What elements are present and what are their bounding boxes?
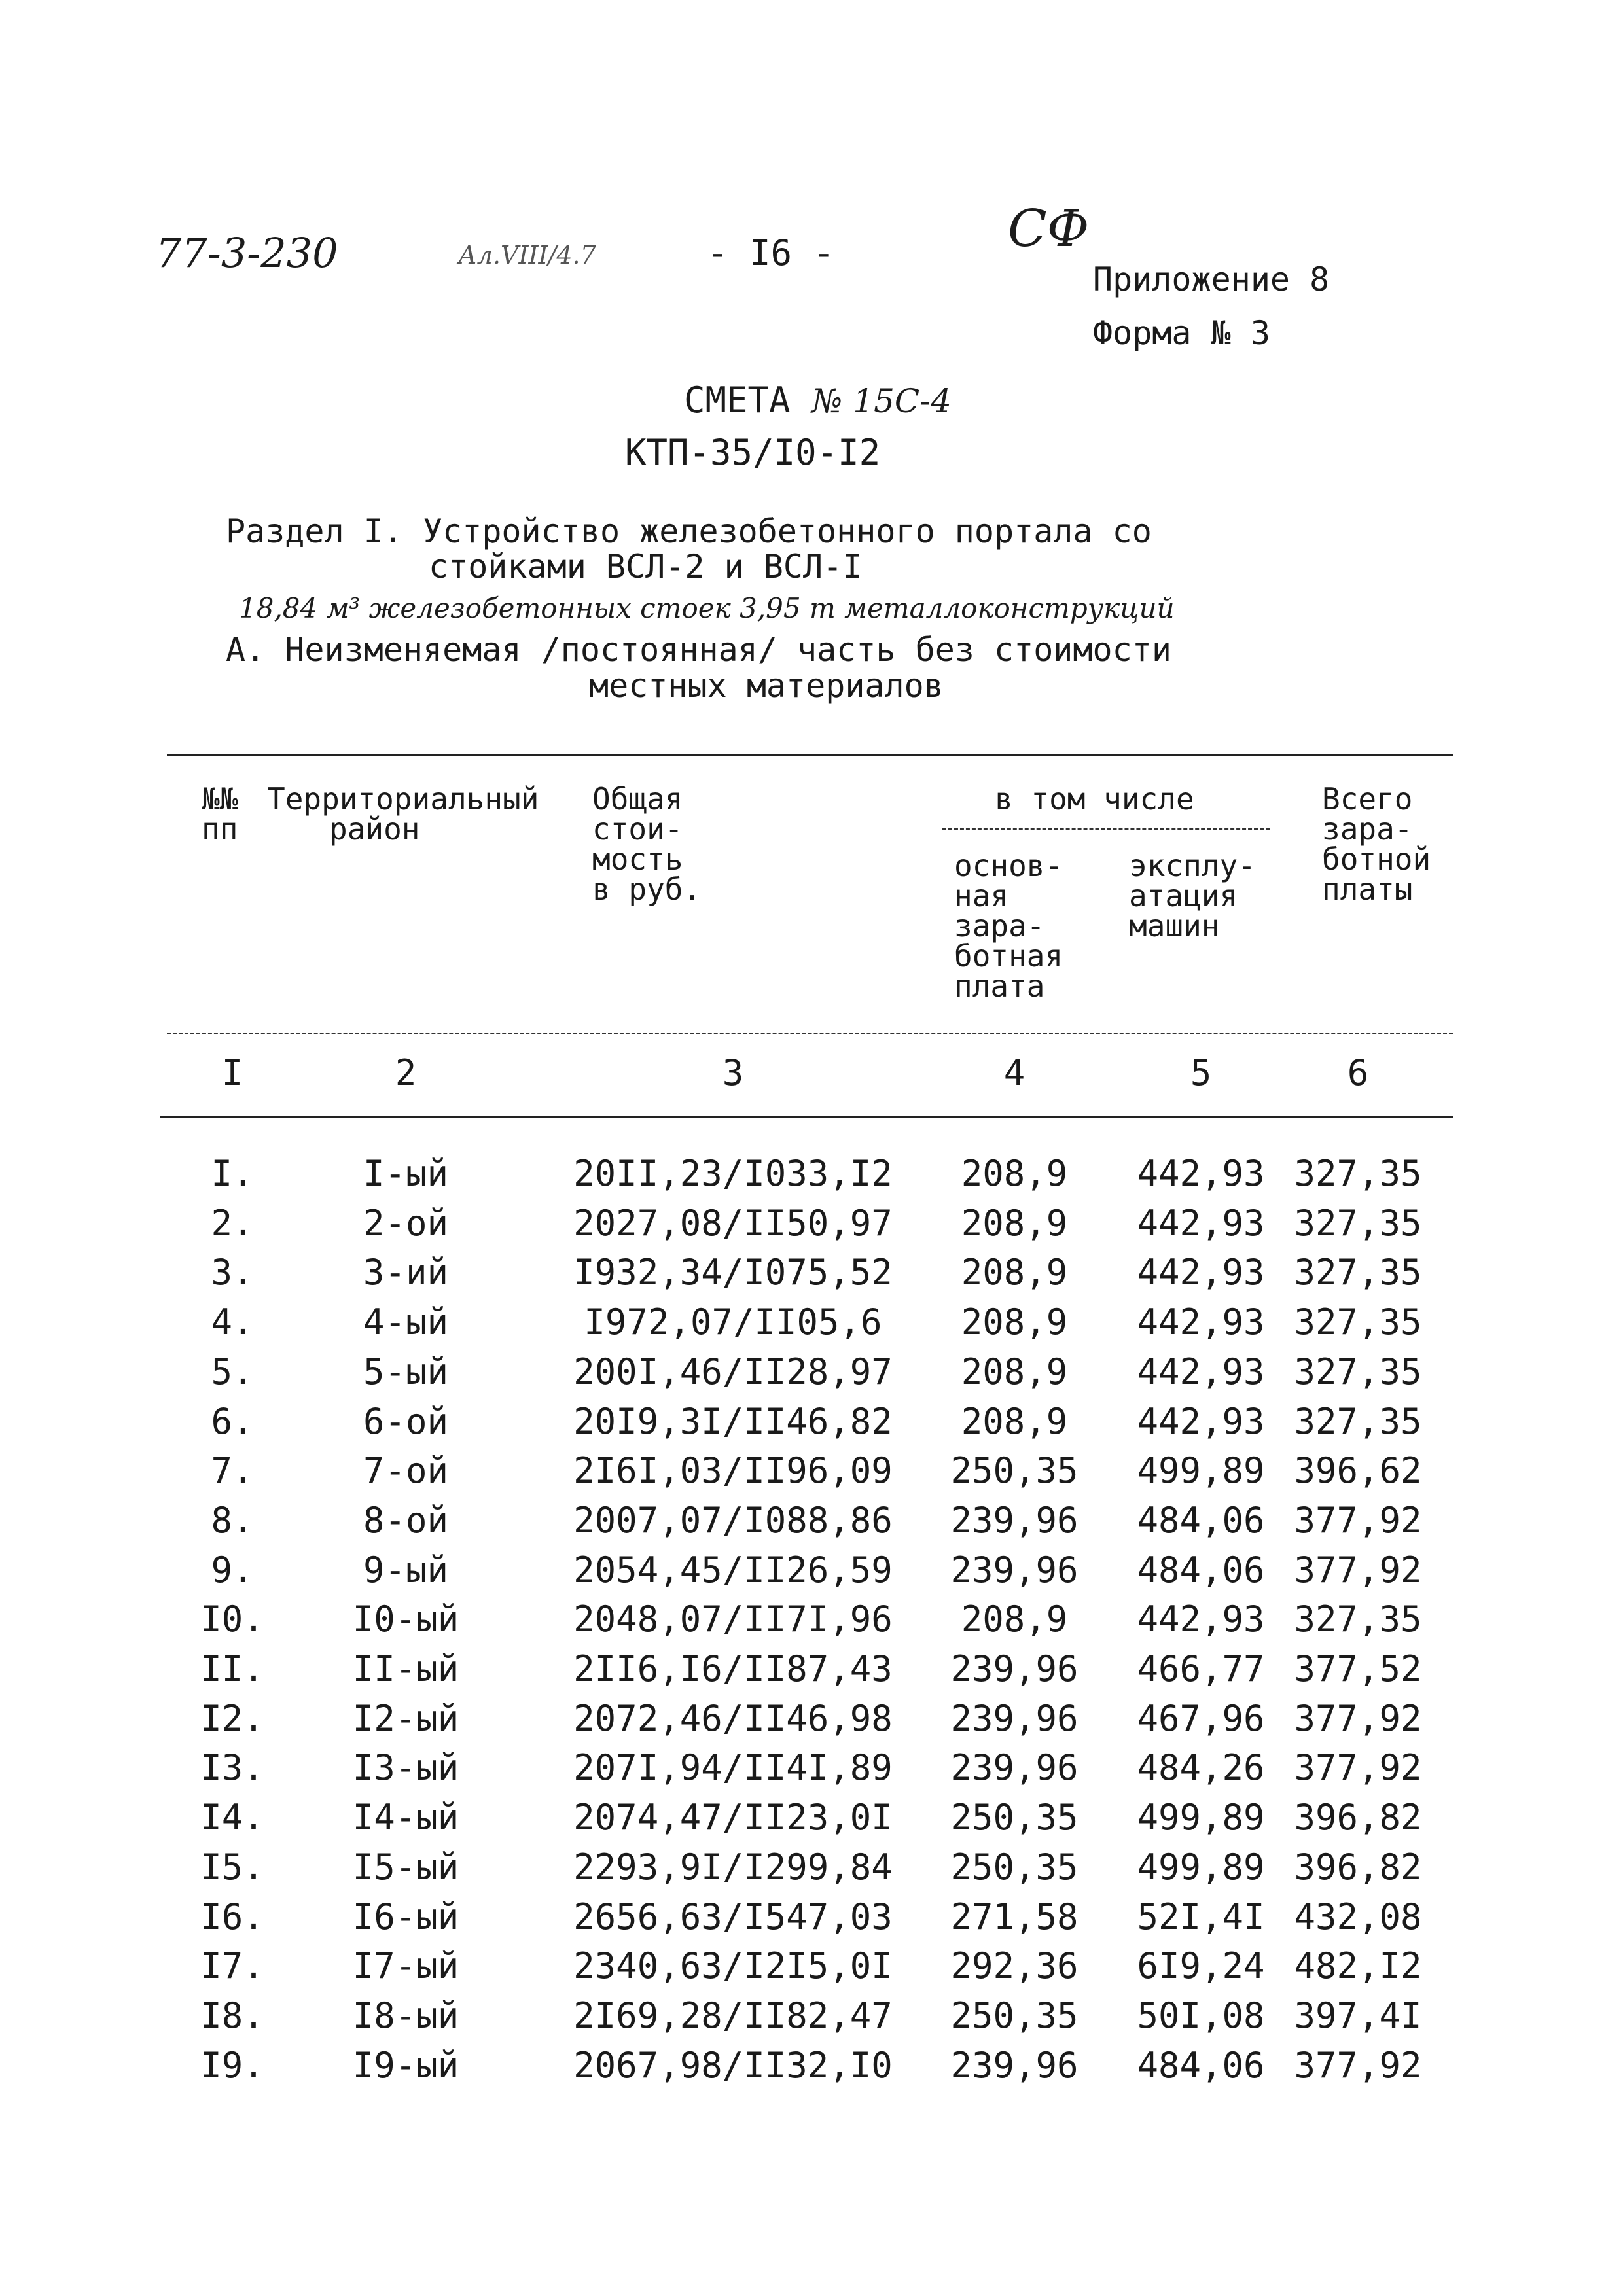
table-cell-col2: II-ый — [352, 1648, 459, 1689]
table-cell-col1: 6. — [211, 1401, 254, 1442]
table-cell-col2: I-ый — [363, 1153, 449, 1194]
table-cell-col5: 442,93 — [1137, 1401, 1265, 1442]
table-cell-col4: 208,9 — [961, 1252, 1068, 1293]
table-cell-col2: 8-ой — [363, 1500, 449, 1541]
table-cell-col6: 432,08 — [1294, 1896, 1422, 1937]
table-cell-col1: I4. — [200, 1797, 264, 1838]
table-cell-col3: 2II6,I6/II87,43 — [573, 1648, 893, 1689]
table-cell-col3: 200I,46/II28,97 — [573, 1351, 893, 1392]
appendix-label: Приложение 8 — [1093, 260, 1330, 298]
header-col5-line: машин — [1129, 908, 1220, 944]
header-col4-line: ная — [954, 878, 1009, 913]
header-col6-line: зара- — [1322, 811, 1413, 847]
table-cell-col2: I7-ый — [352, 1945, 459, 1987]
table-cell-col6: 327,35 — [1294, 1401, 1422, 1442]
table-cell-col4: 250,35 — [950, 1846, 1079, 1888]
table-cell-col3: 2048,07/II7I,96 — [573, 1598, 893, 1640]
header-col4-line: ботная — [954, 938, 1063, 974]
table-cell-col3: 2027,08/II50,97 — [573, 1203, 893, 1244]
table-cell-col4: 250,35 — [950, 1995, 1079, 2036]
table-cell-col2: 9-ый — [363, 1549, 449, 1591]
table-cell-col1: I8. — [200, 1995, 264, 2036]
table-cell-col5: 50I,08 — [1137, 1995, 1265, 2036]
stamp-code: 77-3-230 — [156, 229, 338, 277]
form-label: Форма № 3 — [1093, 314, 1270, 352]
header-col3-line: мость — [592, 841, 683, 877]
table-cell-col4: 239,96 — [950, 1500, 1079, 1541]
table-cell-col1: I7. — [200, 1945, 264, 1987]
table-cell-col6: 377,92 — [1294, 2045, 1422, 2086]
table-cell-col6: 396,82 — [1294, 1846, 1422, 1888]
header-bottom-rule — [167, 1033, 1453, 1034]
table-cell-col5: 442,93 — [1137, 1301, 1265, 1343]
table-cell-col1: 7. — [211, 1450, 254, 1491]
table-cell-col6: 377,92 — [1294, 1747, 1422, 1788]
table-cell-col4: 208,9 — [961, 1301, 1068, 1343]
header-group: в том числе — [995, 781, 1194, 817]
header-col4-line: плата — [954, 968, 1045, 1004]
table-cell-col6: 397,4I — [1294, 1995, 1422, 2036]
table-cell-col2: 7-ой — [363, 1450, 449, 1491]
table-cell-col1: I2. — [200, 1698, 264, 1739]
table-cell-col1: I0. — [200, 1598, 264, 1640]
table-cell-col4: 208,9 — [961, 1351, 1068, 1392]
table-cell-col4: 239,96 — [950, 1698, 1079, 1739]
header-col5-line: эксплу- — [1129, 848, 1256, 883]
table-cell-col5: 484,06 — [1137, 1500, 1265, 1541]
table-cell-col5: 499,89 — [1137, 1797, 1265, 1838]
quantities-note: 18,84 м³ железобетонных стоек 3,95 т металлоконструкций — [239, 592, 1175, 624]
section-line-2: стойками ВСЛ-2 и ВСЛ-I — [429, 548, 863, 586]
header-col3-line: Общая — [592, 781, 683, 817]
table-cell-col4: 271,58 — [950, 1896, 1079, 1937]
header-col5 — [1129, 848, 1256, 944]
table-cell-col4: 208,9 — [961, 1153, 1068, 1194]
table-cell-col4: 208,9 — [961, 1203, 1068, 1244]
table-cell-col4: 250,35 — [950, 1450, 1079, 1491]
table-cell-col2: 5-ый — [363, 1351, 449, 1392]
table-cell-col6: 377,92 — [1294, 1500, 1422, 1541]
table-cell-col6: 482,I2 — [1294, 1945, 1422, 1987]
table-cell-col2: I4-ый — [352, 1797, 459, 1838]
column-number: 2 — [395, 1052, 417, 1093]
table-cell-col3: 207I,94/II4I,89 — [573, 1747, 893, 1788]
table-cell-col5: 442,93 — [1137, 1252, 1265, 1293]
table-cell-col6: 377,92 — [1294, 1698, 1422, 1739]
table-cell-col5: 442,93 — [1137, 1153, 1265, 1194]
table-cell-col5: 442,93 — [1137, 1598, 1265, 1640]
table-cell-col1: I3. — [200, 1747, 264, 1788]
header-col6-line: платы — [1322, 872, 1413, 907]
table-cell-col3: 20I9,3I/II46,82 — [573, 1401, 893, 1442]
header-col4 — [954, 848, 1063, 1004]
header-col3-line: в руб. — [592, 872, 702, 907]
table-cell-col3: 2067,98/II32,I0 — [573, 2045, 893, 2086]
table-cell-col6: 327,35 — [1294, 1153, 1422, 1194]
header-col6-line: Всего — [1322, 781, 1413, 817]
header-col6 — [1322, 781, 1431, 907]
table-cell-col3: 2340,63/I2I5,0I — [573, 1945, 893, 1987]
table-cell-col4: 239,96 — [950, 1648, 1079, 1689]
table-cell-col5: 484,26 — [1137, 1747, 1265, 1788]
table-cell-col1: I. — [211, 1153, 254, 1194]
table-cell-col3: I972,07/II05,6 — [584, 1301, 882, 1343]
table-cell-col2: I2-ый — [352, 1698, 459, 1739]
stamp-album: Ал.VIII/4.7 — [458, 241, 596, 270]
header-col2-line: Территориальный — [267, 781, 539, 817]
table-cell-col2: 2-ой — [363, 1203, 449, 1244]
table-cell-col5: 6I9,24 — [1137, 1945, 1265, 1987]
table-cell-col3: 2656,63/I547,03 — [573, 1896, 893, 1937]
table-cell-col5: 484,06 — [1137, 1549, 1265, 1591]
smeta-title — [684, 380, 952, 421]
table-cell-col2: 4-ый — [363, 1301, 449, 1343]
header-col1-line: №№ — [202, 781, 238, 817]
table-cell-col4: 239,96 — [950, 1549, 1079, 1591]
table-cell-col2: 6-ой — [363, 1401, 449, 1442]
header-col3-line: стои- — [592, 811, 683, 847]
sf-mark: СФ — [1008, 200, 1090, 258]
header-col6-line: ботной — [1322, 841, 1431, 877]
table-cell-col3: 2074,47/II23,0I — [573, 1797, 893, 1838]
column-number: 3 — [722, 1052, 744, 1093]
table-cell-col4: 208,9 — [961, 1401, 1068, 1442]
table-cell-col6: 396,62 — [1294, 1450, 1422, 1491]
table-cell-col5: 442,93 — [1137, 1351, 1265, 1392]
column-number: 6 — [1347, 1052, 1369, 1093]
table-cell-col5: 484,06 — [1137, 2045, 1265, 2086]
header-group-rule — [942, 828, 1270, 830]
table-cell-col5: 466,77 — [1137, 1648, 1265, 1689]
table-cell-col2: I6-ый — [352, 1896, 459, 1937]
table-cell-col2: I5-ый — [352, 1846, 459, 1888]
table-cell-col3: 2072,46/II46,98 — [573, 1698, 893, 1739]
header-col1 — [202, 781, 238, 847]
table-cell-col4: 239,96 — [950, 1747, 1079, 1788]
table-cell-col2: I3-ый — [352, 1747, 459, 1788]
table-cell-col1: 3. — [211, 1252, 254, 1293]
table-top-rule — [167, 754, 1453, 756]
header-col3 — [592, 781, 702, 907]
header-col4-line: основ- — [954, 848, 1063, 883]
table-cell-col5: 467,96 — [1137, 1698, 1265, 1739]
table-cell-col4: 208,9 — [961, 1598, 1068, 1640]
table-cell-col2: I8-ый — [352, 1995, 459, 2036]
table-cell-col6: 377,52 — [1294, 1648, 1422, 1689]
table-cell-col4: 250,35 — [950, 1797, 1079, 1838]
table-cell-col6: 327,35 — [1294, 1301, 1422, 1343]
table-cell-col4: 239,96 — [950, 2045, 1079, 2086]
table-cell-col1: I9. — [200, 2045, 264, 2086]
table-cell-col3: 20II,23/I033,I2 — [573, 1153, 893, 1194]
table-cell-col5: 499,89 — [1137, 1846, 1265, 1888]
table-cell-col1: 4. — [211, 1301, 254, 1343]
table-cell-col1: 8. — [211, 1500, 254, 1541]
table-cell-col6: 327,35 — [1294, 1252, 1422, 1293]
column-numbers-rule — [160, 1116, 1453, 1118]
table-cell-col3: 2054,45/II26,59 — [573, 1549, 893, 1591]
table-cell-col6: 377,92 — [1294, 1549, 1422, 1591]
table-cell-col6: 396,82 — [1294, 1797, 1422, 1838]
table-cell-col1: 9. — [211, 1549, 254, 1591]
part-line-1: А. Неизменяемая /постоянная/ часть без стоимости — [226, 631, 1171, 669]
header-col1-line: пп — [202, 811, 238, 847]
part-line-2: местных материалов — [589, 667, 944, 705]
table-cell-col6: 327,35 — [1294, 1351, 1422, 1392]
header-col5-line: атация — [1129, 878, 1238, 913]
table-cell-col3: 2007,07/I088,86 — [573, 1500, 893, 1541]
table-cell-col4: 292,36 — [950, 1945, 1079, 1987]
table-cell-col2: I0-ый — [352, 1598, 459, 1640]
table-cell-col2: 3-ий — [363, 1252, 449, 1293]
table-cell-col1: 5. — [211, 1351, 254, 1392]
table-cell-col3: 2I6I,03/II96,09 — [573, 1450, 893, 1491]
table-cell-col1: I6. — [200, 1896, 264, 1937]
smeta-number: № 15С-4 — [812, 382, 952, 420]
table-cell-col3: 2I69,28/II82,47 — [573, 1995, 893, 2036]
column-number: I — [221, 1052, 243, 1093]
header-col2 — [267, 781, 539, 847]
smeta-label: СМЕТА — [684, 380, 791, 421]
table-cell-col3: 2293,9I/I299,84 — [573, 1846, 893, 1888]
table-cell-col5: 442,93 — [1137, 1203, 1265, 1244]
table-cell-col3: I932,34/I075,52 — [573, 1252, 893, 1293]
table-cell-col2: I9-ый — [352, 2045, 459, 2086]
table-cell-col5: 499,89 — [1137, 1450, 1265, 1491]
table-cell-col1: II. — [200, 1648, 264, 1689]
table-cell-col1: 2. — [211, 1203, 254, 1244]
ktp-title: КТП-35/I0-I2 — [625, 432, 881, 473]
table-cell-col6: 327,35 — [1294, 1598, 1422, 1640]
section-line-1: Раздел I. Устройство железобетонного портала со — [226, 512, 1152, 550]
column-number: 4 — [1003, 1052, 1026, 1093]
page-number: - I6 - — [707, 232, 835, 274]
table-cell-col6: 327,35 — [1294, 1203, 1422, 1244]
table-cell-col5: 52I,4I — [1137, 1896, 1265, 1937]
column-number: 5 — [1190, 1052, 1212, 1093]
table-cell-col1: I5. — [200, 1846, 264, 1888]
header-col4-line: зара- — [954, 908, 1045, 944]
header-col2-line: район — [329, 811, 420, 847]
